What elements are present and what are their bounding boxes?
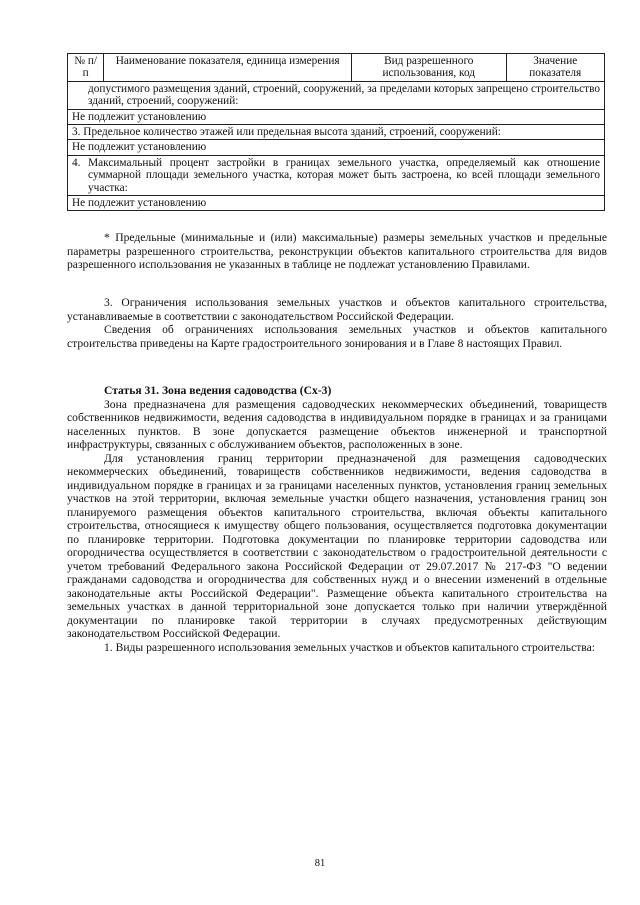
table-row — [68, 125, 605, 140]
row-3: 3. Предельное количество этажей или предельная высота зданий, строений, сооружений: — [68, 125, 605, 140]
footnote-block — [67, 231, 607, 272]
borders-paragraph: Для установления границ территории предназначеной для размещения садоводческих некоммерческих объединений, товариществ собственников недвижимости, ведения садоводства в индивидуальном порядке в границах и за границами населенных пунктов, установления границ земельных участков на этой территории, включая земельные участки общего назначения, установления границ зон планируемого размещения объектов капитального строительства, включая объекты капитального строительства, относящиеся к имуществу общего пользования, осуществляется подготовка документации по планировке территории. Подготовка документации по планировке территории садоводства или огородничества осуществляется в соответствии с законодательством о градостроительной деятельности с учетом требований Федерального закона Российской Федерации от 29.07.2017 № 217-ФЗ "О ведении гражданами садоводства и огородничества для собственных нужд и о внесении изменений в отдельные законодательные акты Российской Федерации". Размещение объекта капитального строительства на земельных участках в данной территориальной зоне допускается только при наличии утверждённой документации по планировке такой территории в случаях предусмотренных действующим законодательством Российской Федерации. — [67, 451, 607, 640]
restrictions-block — [67, 296, 607, 350]
header-use: Вид разрешенного использования, код — [352, 54, 506, 82]
row-4: 4. Максимальный процент застройки в границах земельного участка, определяемый как отношение суммарной площади земельного участка, которая может быть застроена, ко всей площади земельного участка: — [68, 155, 605, 195]
table-row — [68, 81, 605, 109]
header-value: Значение показателя — [506, 54, 605, 82]
zone-purpose-paragraph: Зона предназначена для размещения садоводческих некоммерческих объединений, товариществ собственников недвижимости, ведения садоводства в индивидуальном порядке в границах и за границами населенных пунктов. В зоне допускается размещение объектов инженерной и транспортной инфраструктуры, связанных с обслуживанием объектов, расположенных в зоне. — [67, 397, 607, 451]
table-row — [68, 140, 605, 155]
table-row — [68, 109, 605, 124]
page-number: 81 — [314, 858, 326, 869]
table-header-row — [68, 54, 605, 82]
row-continuation: допустимого размещения зданий, строений, сооружений, за пределами которых запрещено строительство зданий, строений, сооружений: — [68, 81, 605, 109]
table-row — [68, 155, 605, 195]
table-row — [68, 196, 605, 211]
row-4-note: Не подлежит установлению — [68, 196, 605, 211]
header-num: № п/п — [68, 54, 104, 82]
article-title: Статья 31. Зона ведения садоводства (Сх-3) — [104, 384, 332, 397]
article-block — [67, 384, 607, 654]
footnote: * Предельные (минимальные и (или) максимальные) размеры земельных участков и предельные параметры разрешенного строительства, реконструкции объектов капитального строительства для видов разрешенного использования не указанных в таблице не подлежат установлению Правилами. — [67, 231, 607, 271]
permitted-uses-paragraph: 1. Виды разрешенного использования земельных участков и объектов капитального строительства: — [104, 640, 595, 654]
restrictions-paragraph: 3. Ограничения использования земельных участков и объектов капитального строительства, устанавливаемые в соответствии с законодательством Российской Федерации. — [67, 296, 607, 323]
parameters-table — [67, 53, 605, 211]
restrictions-info-paragraph: Сведения об ограничениях использования земельных участков и объектов капитального строительства приведены на Карте градостроительного зонирования и в Главе 8 настоящих Правил. — [67, 323, 607, 350]
row-continuation-note: Не подлежит установлению — [68, 109, 605, 124]
row-3-note: Не подлежит установлению — [68, 140, 605, 155]
header-name: Наименование показателя, единица измерения — [104, 54, 352, 82]
